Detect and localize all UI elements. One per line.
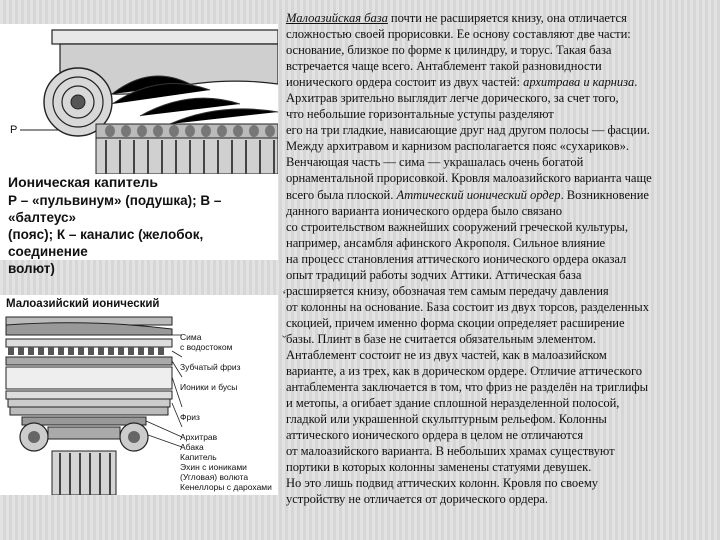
text-run: Но это лишь подвид аттических колонн. Кровля по своему — [286, 476, 599, 491]
text-run: его на три гладкие, нависающие друг над другом полосы — фасции. — [286, 123, 650, 138]
order-label — [180, 352, 278, 362]
order-label — [180, 402, 278, 412]
text-run: почти не расширяется книзу, она отличается — [387, 11, 627, 25]
order-label: Кенеллоры с дарохами — [180, 482, 272, 492]
text-line — [286, 10, 706, 26]
decorative-mark: ‘ — [282, 288, 287, 303]
text-line — [286, 187, 706, 203]
text-run: . — [634, 75, 638, 90]
text-line — [286, 26, 706, 42]
text-run: что небольшие горизонтальные уступы разделяют — [286, 107, 554, 122]
text-run: расширяется книзу, обозначая тем самым передачу давления — [286, 283, 609, 298]
text-run: антаблемента заключается в том, что фриз не разделён на триглифы — [286, 380, 649, 395]
body-text — [286, 10, 706, 507]
italic-term: архитрава и карниза — [523, 75, 635, 90]
order-label: с водостоком — [180, 342, 233, 352]
text-line — [286, 491, 706, 507]
ionic-capital-drawing — [0, 24, 278, 174]
text-line — [286, 106, 706, 122]
order-label — [180, 392, 278, 402]
decorative-mark: ˇ — [282, 334, 287, 349]
text-run: Между архитравом и карнизом располагается пояс «сухариков». — [286, 139, 630, 154]
text-line — [286, 411, 706, 427]
caption-line: Р – «пульвинум» (подушка); В – «балтеус» — [8, 193, 222, 225]
text-line — [286, 42, 706, 58]
italic-term: Аттический ионический ордер — [396, 187, 561, 202]
order-labels — [180, 332, 278, 492]
text-line — [286, 219, 706, 235]
text-line — [286, 331, 706, 347]
order-figure-title: Малоазийский ионический — [6, 298, 160, 310]
text-run: данного варианта ионического ордера было связано — [286, 203, 563, 218]
order-label: Архитрав — [180, 432, 218, 442]
text-line — [286, 443, 706, 459]
underlined-term: Малоазийская база — [286, 11, 388, 25]
text-line — [286, 90, 706, 106]
text-line — [286, 58, 706, 74]
order-label: Ионики и бусы — [180, 382, 238, 392]
order-label: Зубчатый фриз — [180, 362, 241, 372]
text-line — [286, 154, 706, 170]
text-run: скоцией, причем именно форма скоции определяет расширение — [286, 315, 625, 330]
order-label: Эхин с иониками — [180, 462, 247, 472]
capital-caption-title: Ионическая капитель — [8, 174, 159, 190]
capital-caption-description — [8, 192, 278, 277]
pulvinus-marker: Р — [10, 124, 18, 136]
text-run: встречается чаще всего. Антаблемент такой разновидности — [286, 59, 602, 74]
order-label — [180, 422, 278, 432]
text-run: Архитрав зрительно выглядит легче дорического, за счет того, — [286, 91, 619, 106]
text-run: со строительством важнейших сооружений греческой культуры, — [286, 219, 628, 234]
text-run: сложностью своей прорисовки. Ее основу составляют две части: — [286, 27, 631, 42]
text-line — [286, 170, 706, 186]
text-run: на процесс становления аттического ионического ордера оказал — [286, 251, 627, 266]
order-label: Капитель — [180, 452, 217, 462]
text-line — [286, 267, 706, 283]
order-label: (Угловая) волюта — [180, 472, 249, 482]
text-line — [286, 251, 706, 267]
text-line — [286, 379, 706, 395]
text-run: и метопы, а огибает здание сплошной неразделенной полосой, — [286, 396, 620, 411]
text-line — [286, 395, 706, 411]
text-run: ионического ордера состоит из двух частей: — [286, 75, 524, 90]
text-line — [286, 427, 706, 443]
text-line — [286, 459, 706, 475]
text-line — [286, 475, 706, 491]
text-run: основание, близкое по форме к цилиндру, и торус. Такая база — [286, 43, 612, 58]
text-line — [286, 235, 706, 251]
text-run: базы. Плинт в базе не считается обязательным элементом. — [286, 331, 596, 346]
text-line — [286, 283, 706, 299]
text-run: опыт традиций работы зодчих Аттики. Аттическая база — [286, 267, 582, 282]
text-run: Венчающая часть — сима — украшалась очень богатой — [286, 155, 584, 170]
text-run: орнаментальной прорисовкой. Кровля малоазийского варианта чаще — [286, 171, 652, 186]
order-label: Фриз — [180, 412, 200, 422]
text-line — [286, 347, 706, 363]
text-line — [286, 74, 706, 90]
text-run: всего была плоской. — [286, 187, 397, 202]
text-line — [286, 122, 706, 138]
order-label: Сима — [180, 332, 202, 342]
text-run: . Возникновение — [560, 187, 649, 202]
text-run: устройству не отличается от дорического ордера. — [286, 492, 548, 507]
text-line — [286, 299, 706, 315]
text-line — [286, 138, 706, 154]
caption-line: волют) — [8, 261, 55, 276]
text-line — [286, 315, 706, 331]
text-run: варианте, а из трех, как в дорическом ордере. Отличие аттического — [286, 364, 643, 379]
text-run: например, ансамбля афинского Акрополя. Сильное влияние — [286, 235, 606, 250]
text-run: аттического ионического ордера в целом не отличаются — [286, 428, 584, 443]
text-line — [286, 363, 706, 379]
text-run: Антаблемент состоит не из двух частей, как в малоазийском — [286, 347, 607, 362]
text-run: гладкой или украшенной скульптурным рельефом. Колонны — [286, 412, 607, 427]
text-run: от малоазийского варианта. В небольших храмах существуют — [286, 444, 615, 459]
order-label: Абака — [180, 442, 204, 452]
text-run: от колонны на основание. База состоит из двух торсов, разделенных — [286, 299, 649, 314]
text-run: портики в которых колонны заменены статуями девушек. — [286, 460, 592, 475]
text-line — [286, 203, 706, 219]
order-label — [180, 372, 278, 382]
caption-line: (пояс); К – каналис (желобок, соединение — [8, 227, 204, 259]
